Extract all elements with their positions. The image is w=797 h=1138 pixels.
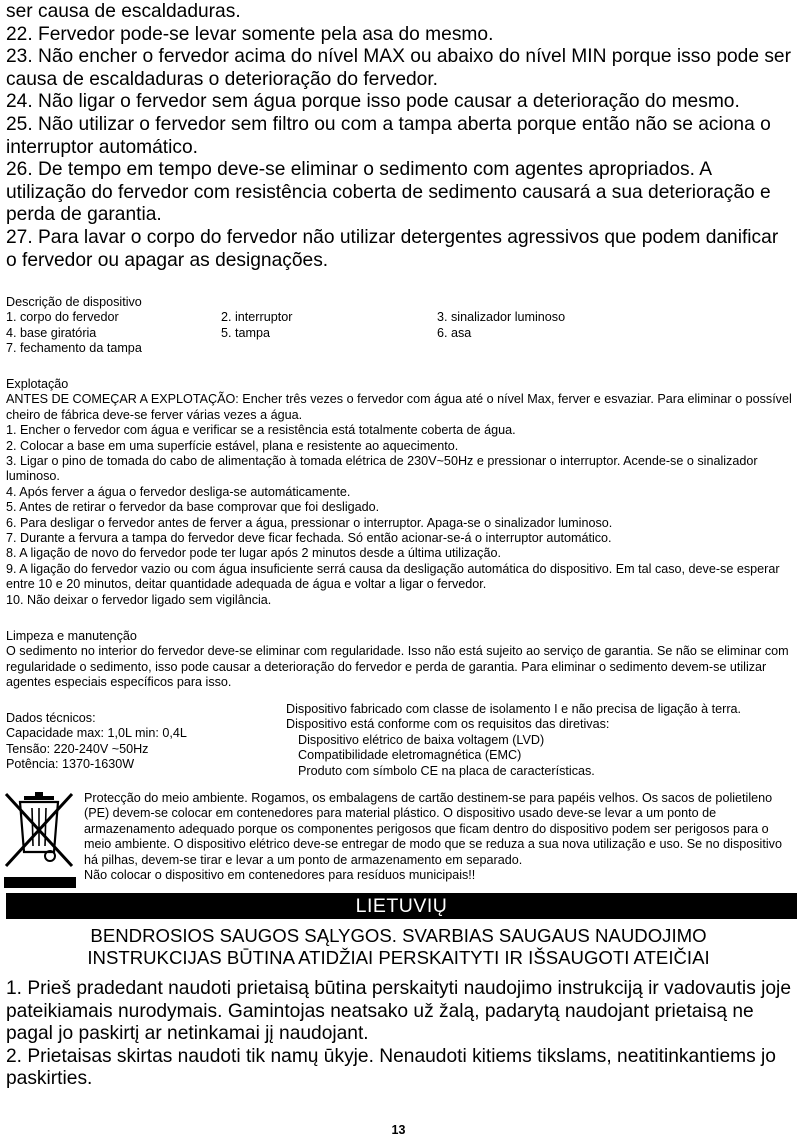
operation-line: ANTES DE COMEÇAR A EXPLOTAÇÃO: Encher três vezes o fervedor com água até o nível Max, ferver e esvaziar. Para eliminar o possível cheiro de fábrica deve-se ferver várias vezes a água. [6,392,792,422]
crossed-out-wheelie-bin-icon [4,875,76,892]
part-item: 6. asa [437,325,472,340]
section-title: Limpeza e manutenção [6,629,137,643]
safety-item: 27. Para lavar o corpo do fervedor não utilizar detergentes agressivos que podem danificar o fervedor ou apagar as designações. [6,226,779,271]
conformity-line: Dispositivo está conforme com os requisitos das diretivas: [286,717,610,732]
part-item: 7. fechamento da tampa [6,341,142,356]
section-title: Descrição de dispositivo [6,295,142,309]
operation-line: 8. A ligação de novo do fervedor pode ter lugar após 2 minutos desde a última utilização. [6,546,501,561]
lt-item: 2. Prietaisas skirtas naudoti tik namų ūkyje. Nenaudoti kitiems tikslams, neatitinkantiems jo paskirties. [6,1045,776,1090]
tech-line: Tensão: 220-240V ~50Hz [6,741,149,756]
directive-line: Produto com símbolo CE na placa de características. [298,763,595,778]
tech-line: Potência: 1370-1630W [6,757,135,772]
environment-text: Protecção do meio ambiente. Rogamos, os embalagens de cartão destinem-se para papéis velhos. Os sacos de polietileno (PE) devem-se colocar em contenedores para material plástico. O dispositivo usado deve-se levar a um ponto de armazenamento adequado porque os componentes perigosos que ficam dentro do dispositivo podem ser perigosos para o meio ambiente. O dispositivo elétrico deve-se entregar de modo que se reduza a sua nova utilização e uso. Se no dispositivo há pilhas, devem-se tirar e levar a um ponto de armazenamento em separado. [84,791,782,867]
operation-line: 5. Antes de retirar o fervedor da base comprovar que foi desligado. [6,500,380,515]
operation-line: 2. Colocar a base em uma superfície estável, plana e resistente ao aquecimento. [6,438,459,453]
safety-item: 25. Não utilizar o fervedor sem filtro ou com a tampa aberta porque então não se aciona o interruptor automático. [6,113,771,158]
lt-instructions [6,978,796,1091]
environment-warning: Não colocar o dispositivo em contenedores para resíduos municipais!! [84,868,476,883]
tech-line: Capacidade max: 1,0L min: 0,4L [6,726,187,741]
parts-list [6,310,794,356]
lt-heading-line: INSTRUKCIJAS BŪTINA ATIDŽIAI PERSKAITYTI IR IŠSAUGOTI ATEIČIAI [87,947,710,968]
lt-item: 1. Prieš pradedant naudoti prietaisą būtina perskaityti naudojimo instrukciją ir vadovautis joje pateikiamais nurodymais. Gamintojas neatsako už žalą, padarytą naudojant prietaisą ne pagal jo paskirtį ar netinkamai jį naudojant. [6,978,791,1045]
safety-item: 24. Não ligar o fervedor sem água porque isso pode causar a deterioração do mesmo. [6,91,740,113]
cleaning-section [6,629,794,691]
page-number: 13 [391,1123,406,1137]
operation-line: 6. Para desligar o fervedor antes de ferver a água, pressionar o interruptor. Apaga-se o sinalizador luminoso. [6,515,613,530]
cleaning-text: O sedimento no interior do fervedor deve-se eliminar com regularidade. Isso não está sujeito ao serviço de garantia. Se não se eliminar com regularidade o sedimento, isso pode causar a deterioração do fervedor e perda de garantia. Para eliminar o sedimento devem-se utilizar agentes especiais específicos para isso. [6,644,789,690]
part-item: 2. interruptor [221,310,293,325]
language-banner: LIETUVIŲ [6,893,797,919]
operation-line: 4. Após ferver a água o fervedor desliga-se automáticamente. [6,484,351,499]
part-item: 3. sinalizador luminoso [437,310,566,325]
safety-item: 26. De tempo em tempo deve-se eliminar o sedimento com agentes apropriados. A utilização do fervedor com resistência coberta de sedimento causará a sua deterioração e perda de garantia. [6,159,771,226]
technical-data [6,711,276,773]
directive-line: Dispositivo elétrico de baixa voltagem (LVD) [298,732,545,747]
weee-symbol [4,790,76,893]
directive-line: Compatibilidade eletromagnética (EMC) [298,748,522,763]
safety-item: ser causa de escaldaduras. [6,1,241,22]
operation-section [6,377,794,608]
section-title: Explotação [6,377,69,391]
safety-item: 22. Fervedor pode-se levar somente pela asa do mesmo. [6,23,494,45]
part-item: 1. corpo do fervedor [6,310,119,325]
part-item: 4. base giratória [6,325,97,340]
device-description [6,295,794,357]
operation-line: 1. Encher o fervedor com água e verificar se a resistência está totalmente coberta de água. [6,423,516,438]
lt-heading [0,925,797,969]
operation-line: 9. A ligação do fervedor vazio ou com água insuficiente serrá causa da desligação automática do dispositivo. Em tal caso, deve-se esperar entre 10 e 20 minutos, deitar quantidade adequada de água e voltar a ligar o fervedor. [6,561,780,592]
operation-line: 7. Durante a fervura a tampa do fervedor deve ficar fechada. Só então acionar-se-á o interruptor automático. [6,531,612,546]
conformity-line: Dispositivo fabricado com classe de isolamento I e não precisa de ligação à terra. [286,702,742,716]
environment-protection [84,791,789,883]
conformity-info [286,702,791,779]
operation-line: 3. Ligar o pino de tomada do cabo de alimentação à tomada elétrica de 230V~50Hz e pressionar o interruptor. Acende-se o sinalizador luminoso. [6,454,758,484]
safety-item: 23. Não encher o fervedor acima do nível MAX ou abaixo do nível MIN porque isso pode ser causa de escaldaduras o deterioração do fervedor. [6,46,791,90]
section-title: Dados técnicos: [6,711,96,725]
lt-heading-line: BENDROSIOS SAUGOS SĄLYGOS. SVARBIAS SAUGAUS NAUDOJIMO [90,925,707,946]
part-item: 5. tampa [221,325,271,340]
operation-line: 10. Não deixar o fervedor ligado sem vigilância. [6,592,272,607]
safety-instructions-pt [6,1,794,272]
